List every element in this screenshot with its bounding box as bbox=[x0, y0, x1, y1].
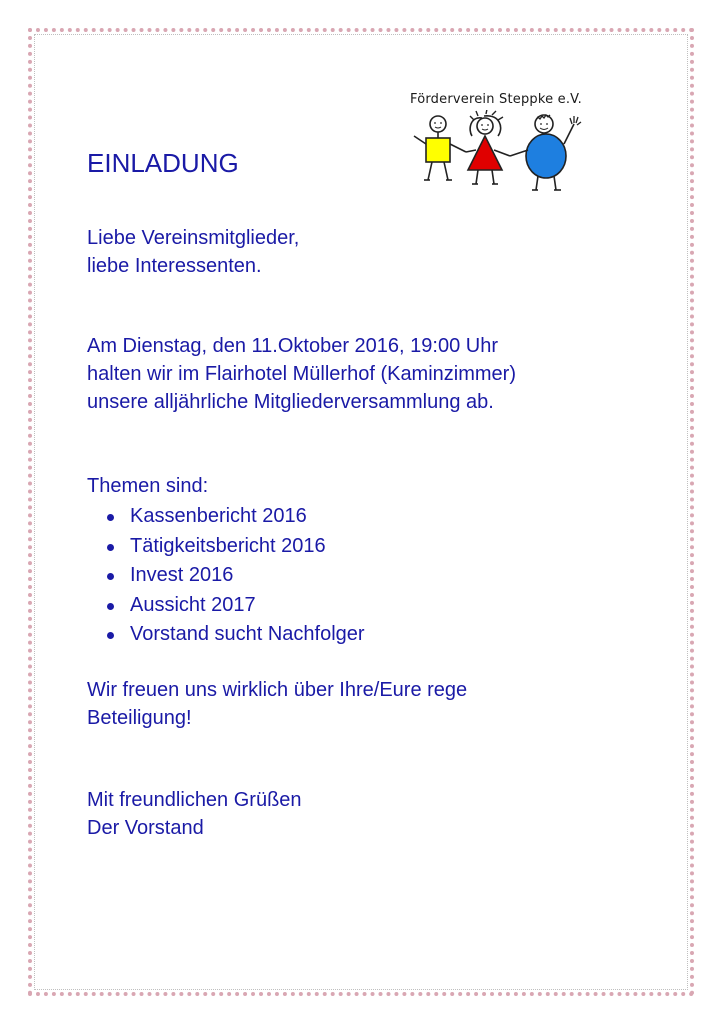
salutation-line: Liebe Vereinsmitglieder, bbox=[87, 227, 300, 249]
list-item bbox=[104, 591, 365, 621]
bullet-icon bbox=[107, 603, 114, 610]
signature bbox=[87, 786, 302, 842]
invitation-heading: EINLADUNG bbox=[87, 148, 239, 178]
topic-text: Kassenbericht 2016 bbox=[130, 505, 307, 527]
closing-line: Beteiligung! bbox=[87, 707, 192, 729]
closing-line: Wir freuen uns wirklich über Ihre/Eure rege bbox=[87, 679, 468, 701]
salutation bbox=[87, 224, 299, 280]
bullet-icon bbox=[107, 544, 114, 551]
announcement-line: Am Dienstag, den 11.Oktober 2016, 19:00 Uhr bbox=[87, 335, 498, 357]
topic-text: Invest 2016 bbox=[130, 564, 234, 586]
topics-list bbox=[104, 502, 365, 650]
list-item bbox=[104, 620, 365, 650]
bullet-icon bbox=[107, 514, 114, 521]
topic-text: Aussicht 2017 bbox=[130, 593, 256, 616]
closing-note bbox=[87, 676, 467, 732]
topics-label: Themen sind: bbox=[87, 475, 209, 497]
bullet-icon bbox=[107, 573, 114, 580]
list-item bbox=[104, 532, 365, 562]
club-logo bbox=[404, 92, 604, 196]
children-holding-hands-icon bbox=[404, 110, 604, 196]
announcement-line: unsere alljährliche Mitgliederversammlung ab. bbox=[87, 391, 494, 413]
list-item bbox=[104, 561, 365, 591]
signature-line: Mit freundlichen Grüßen bbox=[87, 789, 302, 811]
bullet-icon bbox=[107, 632, 114, 639]
topic-text: Vorstand sucht Nachfolger bbox=[130, 623, 365, 645]
announcement-line: halten wir im Flairhotel Müllerhof (Kaminzimmer) bbox=[87, 363, 516, 385]
list-item bbox=[104, 502, 365, 532]
meeting-announcement bbox=[87, 332, 516, 416]
signature-line: Der Vorstand bbox=[87, 817, 204, 839]
logo-text: Förderverein Steppke e.V. bbox=[410, 92, 582, 107]
salutation-line: liebe Interessenten. bbox=[87, 255, 262, 277]
topic-text: Tätigkeitsbericht 2016 bbox=[130, 534, 326, 557]
